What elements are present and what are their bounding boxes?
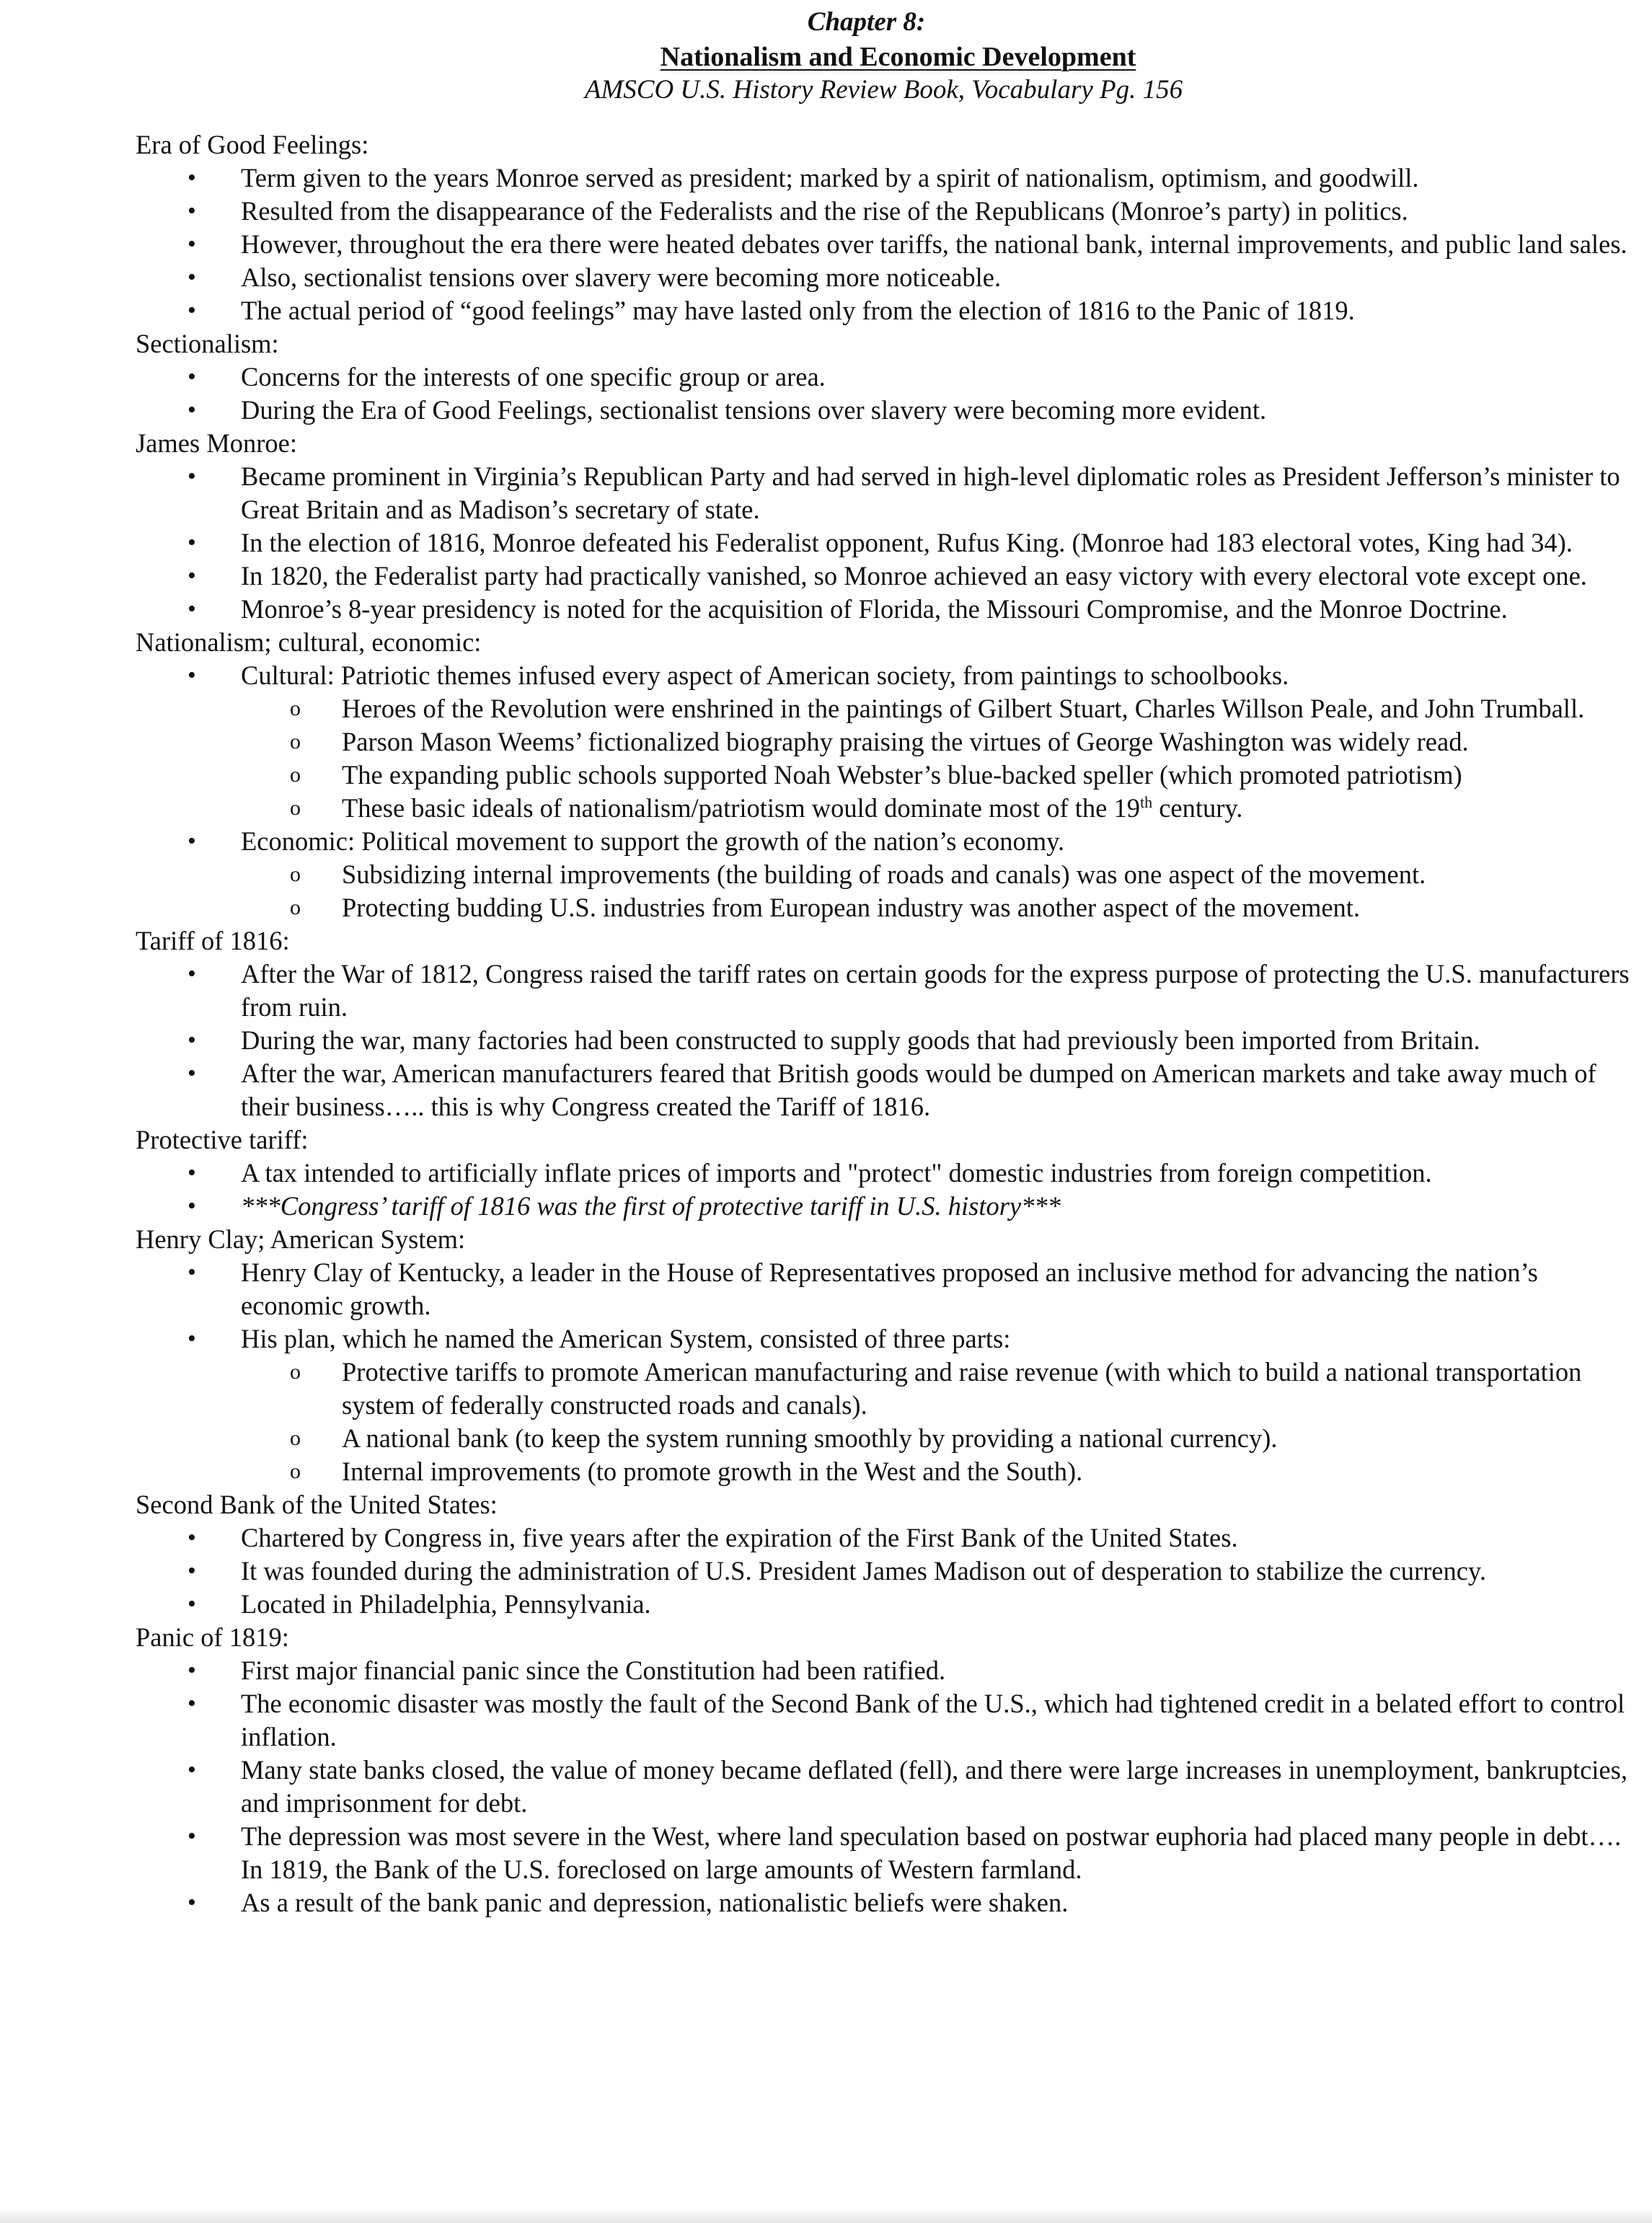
- sub-bullet-list: [241, 1356, 1646, 1488]
- vocab-section: [136, 1223, 1646, 1488]
- bullet-text: Became prominent in Virginia’s Republican Party and had served in high-level diplomatic roles as President Jefferson’s minister to Great Britain and as Madison’s secretary of state.: [241, 461, 1620, 524]
- bullet-text: After the war, American manufacturers feared that British goods would be dumped on American markets and take away much of their business….. this is why Congress created the Tariff of 1816.: [241, 1059, 1596, 1121]
- bullet-item: [187, 825, 1646, 924]
- bullet-item: [187, 1256, 1646, 1322]
- bullet-item: [187, 958, 1646, 1024]
- circle-marker: o: [290, 1459, 301, 1483]
- vocabulary-list: [136, 128, 1646, 1919]
- circle-marker: o: [290, 1360, 301, 1384]
- bullet-text: The actual period of “good feelings” may have lasted only from the election of 1816 to the Panic of 1819.: [241, 296, 1355, 325]
- bullet-text: Monroe’s 8-year presidency is noted for the acquisition of Florida, the Missouri Compromise, and the Monroe Doctrine.: [241, 594, 1508, 624]
- bullet-text: ***Congress’ tariff of 1816 was the first of protective tariff in U.S. history***: [241, 1191, 1061, 1221]
- bullet-marker: •: [187, 1591, 196, 1617]
- bullet-item: [187, 294, 1646, 327]
- bullet-marker: •: [187, 363, 196, 390]
- sub-bullet-text: Subsidizing internal improvements (the building of roads and canals) was one aspect of the movement.: [342, 859, 1426, 889]
- bullet-text: The depression was most severe in the West, where land speculation based on postwar euphoria had placed many people in debt…. In 1819, the Bank of the U.S. foreclosed on large amounts of Western farmland.: [241, 1821, 1622, 1884]
- bullet-marker: •: [187, 1557, 196, 1584]
- sub-bullet-item: [290, 858, 1646, 891]
- bullet-item: [187, 1820, 1646, 1886]
- bullet-marker: •: [187, 1690, 196, 1717]
- circle-marker: o: [290, 1426, 301, 1450]
- bullet-item: [187, 1654, 1646, 1687]
- bullet-marker: •: [187, 463, 196, 490]
- bullet-item: [187, 560, 1646, 593]
- circle-marker: o: [290, 896, 301, 919]
- bullet-text: His plan, which he named the American System, consisted of three parts:: [241, 1324, 1011, 1353]
- vocab-section: [136, 128, 1646, 327]
- vocab-term: Sectionalism:: [136, 329, 279, 358]
- bullet-text: In the election of 1816, Monroe defeated his Federalist opponent, Rufus King. (Monroe had 183 electoral votes, King had 34).: [241, 528, 1573, 557]
- bullet-text: Henry Clay of Kentucky, a leader in the House of Representatives proposed an inclusive method for advancing the nation’s economic growth.: [241, 1258, 1538, 1320]
- bullet-text: Chartered by Congress in, five years after the expiration of the First Bank of the United States.: [241, 1523, 1238, 1552]
- vocab-term: Nationalism; cultural, economic:: [136, 627, 482, 657]
- bullet-marker: •: [187, 264, 196, 291]
- bullet-list: [136, 1654, 1646, 1919]
- bullet-text: However, throughout the era there were heated debates over tariffs, the national bank, internal improvements, and public land sales.: [241, 229, 1627, 259]
- sub-bullet-text: Internal improvements (to promote growth in the West and the South).: [342, 1457, 1083, 1486]
- bullet-text: Economic: Political movement to support the growth of the nation’s economy.: [241, 826, 1065, 856]
- bullet-marker: •: [187, 1756, 196, 1783]
- vocab-term: Tariff of 1816:: [136, 926, 290, 955]
- vocab-term: Era of Good Feelings:: [136, 130, 369, 159]
- bullet-text: Many state banks closed, the value of money became deflated (fell), and there were large increases in unemployment, bankruptcies, and imprisonment for debt.: [241, 1755, 1627, 1818]
- circle-marker: o: [290, 730, 301, 753]
- bullet-marker: •: [187, 562, 196, 589]
- sub-bullet-item: [290, 1455, 1646, 1488]
- bullet-text: A tax intended to artificially inflate prices of imports and "protect" domestic industries from foreign competition.: [241, 1158, 1432, 1188]
- bullet-item: [187, 593, 1646, 626]
- bullet-marker: •: [187, 1259, 196, 1286]
- sub-bullet-text: Parson Mason Weems’ fictionalized biography praising the virtues of George Washington was widely read.: [342, 727, 1469, 756]
- bullet-marker: •: [187, 596, 196, 622]
- sub-bullet-text-part: century.: [1152, 793, 1243, 823]
- bullet-list: [136, 1521, 1646, 1621]
- bullet-text: First major financial panic since the Constitution had been ratified.: [241, 1656, 946, 1685]
- bullet-item: [187, 1555, 1646, 1588]
- bullet-item: [187, 1024, 1646, 1057]
- ordinal-superscript: th: [1139, 792, 1153, 811]
- bullet-marker: •: [187, 164, 196, 191]
- bullet-item: [187, 1521, 1646, 1555]
- vocab-section: [136, 327, 1646, 427]
- bullet-text: It was founded during the administration of U.S. President James Madison out of desperation to stabilize the currency.: [241, 1556, 1486, 1586]
- bullet-item: [187, 162, 1646, 195]
- circle-marker: o: [290, 796, 301, 820]
- bullet-item: [187, 1057, 1646, 1123]
- bullet-item: [187, 228, 1646, 261]
- sub-bullet-item: [290, 1422, 1646, 1455]
- bullet-text: Also, sectionalist tensions over slavery were becoming more noticeable.: [241, 262, 1002, 292]
- bullet-item: [187, 1157, 1646, 1190]
- bullet-list: [136, 361, 1646, 427]
- bullet-marker: •: [187, 1823, 196, 1849]
- bullet-item: [187, 1322, 1646, 1488]
- bullet-item: [187, 659, 1646, 825]
- sub-bullet-item: [290, 1356, 1646, 1422]
- bullet-text: Term given to the years Monroe served as president; marked by a spirit of nationalism, optimism, and goodwill.: [241, 163, 1419, 193]
- bullet-marker: •: [187, 1193, 196, 1219]
- bullet-marker: •: [187, 1060, 196, 1087]
- bullet-marker: •: [187, 662, 196, 689]
- bullet-marker: •: [187, 231, 196, 257]
- sub-bullet-item: [290, 692, 1646, 725]
- sub-bullet-item: [290, 891, 1646, 924]
- chapter-label: Chapter 8:: [807, 7, 926, 37]
- bullet-item: [187, 460, 1646, 526]
- sub-bullet-text: [342, 793, 1242, 823]
- sub-bullet-list: [241, 692, 1646, 825]
- bullet-text: Resulted from the disappearance of the Federalists and the rise of the Republicans (Monroe’s party) in politics.: [241, 196, 1408, 226]
- sub-bullet-item: [290, 725, 1646, 759]
- bullet-text: After the War of 1812, Congress raised the tariff rates on certain goods for the express purpose of protecting the U.S. manufacturers from ruin.: [241, 959, 1630, 1022]
- vocab-section: [136, 427, 1646, 626]
- bullet-list: [136, 958, 1646, 1123]
- bullet-text: As a result of the bank panic and depression, nationalistic beliefs were shaken.: [241, 1888, 1069, 1917]
- bullet-text: During the war, many factories had been constructed to supply goods that had previously been imported from Britain.: [241, 1025, 1480, 1055]
- bullet-marker: •: [187, 1325, 196, 1352]
- vocab-section: [136, 626, 1646, 924]
- bullet-marker: •: [187, 1524, 196, 1551]
- bullet-marker: •: [187, 1657, 196, 1684]
- circle-marker: o: [290, 697, 301, 720]
- bullet-list: [136, 1256, 1646, 1488]
- scan-bottom-edge: [0, 2208, 1652, 2223]
- sub-bullet-text: The expanding public schools supported Noah Webster’s blue-backed speller (which promoted patriotism): [342, 760, 1462, 790]
- circle-marker: o: [290, 862, 301, 886]
- bullet-item: [187, 526, 1646, 560]
- bullet-text: Cultural: Patriotic themes infused every aspect of American society, from paintings to schoolbooks.: [241, 660, 1289, 690]
- bullet-item: [187, 1886, 1646, 1919]
- vocab-term: Panic of 1819:: [136, 1622, 289, 1652]
- bullet-item: [187, 361, 1646, 394]
- bullet-item: [187, 195, 1646, 228]
- vocab-term: James Monroe:: [136, 428, 298, 458]
- source-subtitle: AMSCO U.S. History Review Book, Vocabulary Pg. 156: [584, 75, 1183, 105]
- bullet-marker: •: [187, 198, 196, 224]
- bullet-item: [187, 394, 1646, 427]
- bullet-marker: •: [187, 297, 196, 324]
- bullet-text: In 1820, the Federalist party had practically vanished, so Monroe achieved an easy victory with every electoral vote except one.: [241, 561, 1587, 591]
- bullet-marker: •: [187, 828, 196, 854]
- bullet-marker: •: [187, 960, 196, 987]
- bullet-list: [136, 162, 1646, 327]
- page-title: Nationalism and Economic Development: [660, 42, 1136, 72]
- vocab-section: [136, 1621, 1646, 1919]
- bullet-item: [187, 1190, 1646, 1223]
- bullet-marker: •: [187, 1027, 196, 1053]
- sub-bullet-text: Heroes of the Revolution were enshrined in the paintings of Gilbert Stuart, Charles Willson Peale, and John Trumball.: [342, 694, 1585, 723]
- vocab-section: [136, 1123, 1646, 1223]
- bullet-item: [187, 1588, 1646, 1621]
- vocab-section: [136, 1488, 1646, 1621]
- sub-bullet-item: [290, 759, 1646, 792]
- vocab-term: Second Bank of the United States:: [136, 1490, 498, 1519]
- bullet-list: [136, 460, 1646, 626]
- bullet-item: [187, 1687, 1646, 1754]
- sub-bullet-text: Protecting budding U.S. industries from European industry was another aspect of the movement.: [342, 893, 1361, 922]
- vocab-term: Henry Clay; American System:: [136, 1224, 466, 1254]
- bullet-marker: •: [187, 1159, 196, 1186]
- bullet-marker: •: [187, 1889, 196, 1916]
- circle-marker: o: [290, 763, 301, 787]
- bullet-list: [136, 1157, 1646, 1223]
- bullet-text: The economic disaster was mostly the fault of the Second Bank of the U.S., which had tightened credit in a belated effort to control inflation.: [241, 1689, 1625, 1751]
- bullet-text: Located in Philadelphia, Pennsylvania.: [241, 1589, 651, 1619]
- sub-bullet-item: [290, 792, 1646, 825]
- sub-bullet-text: A national bank (to keep the system running smoothly by providing a national currency).: [342, 1423, 1278, 1453]
- sub-bullet-text: Protective tariffs to promote American manufacturing and raise revenue (with which to build a national transportation system of federally constructed roads and canals).: [342, 1357, 1582, 1420]
- bullet-marker: •: [187, 397, 196, 423]
- sub-bullet-list: [241, 858, 1646, 924]
- bullet-marker: •: [187, 529, 196, 556]
- bullet-item: [187, 261, 1646, 294]
- bullet-text: Concerns for the interests of one specific group or area.: [241, 362, 826, 392]
- vocab-section: [136, 924, 1646, 1123]
- bullet-list: [136, 659, 1646, 924]
- vocab-term: Protective tariff:: [136, 1125, 309, 1154]
- bullet-text: During the Era of Good Feelings, sectionalist tensions over slavery were becoming more evident.: [241, 395, 1267, 425]
- bullet-item: [187, 1754, 1646, 1820]
- sub-bullet-text-part: These basic ideals of nationalism/patriotism would dominate most of the 19: [342, 793, 1140, 823]
